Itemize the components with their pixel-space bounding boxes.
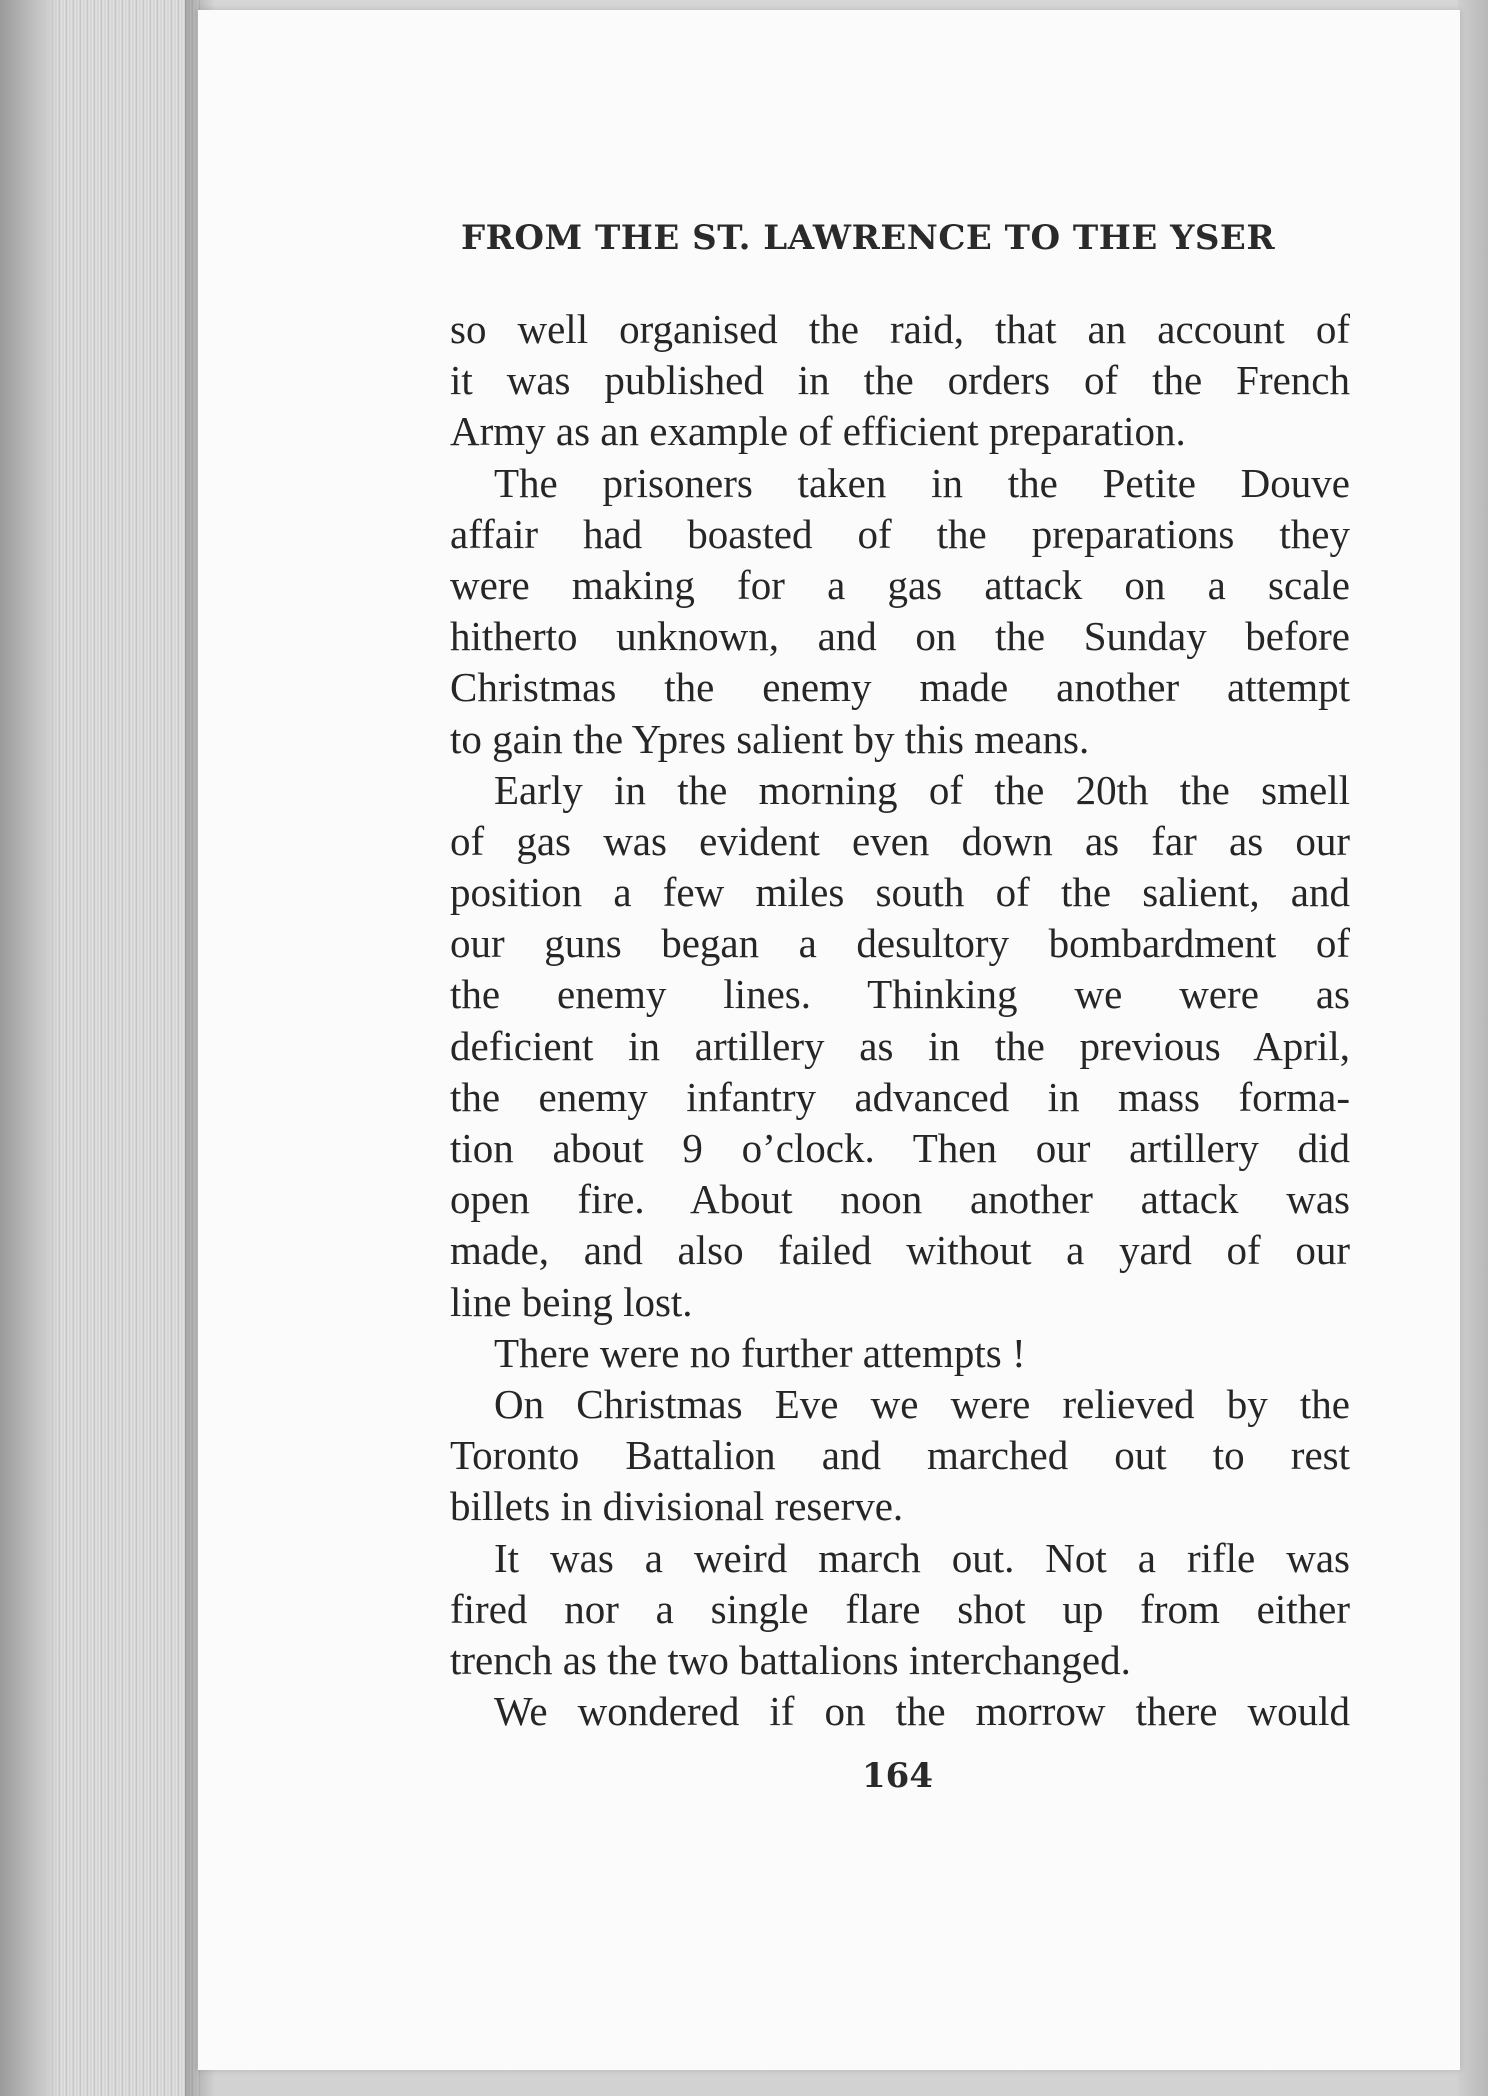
page-body-text: [450, 304, 1350, 1737]
stacked-page-edges: [0, 0, 200, 2096]
text-line: The prisoners taken in the Petite Douve: [494, 459, 1350, 506]
text-line: open fire. About noon another attack was: [450, 1176, 1350, 1223]
text-line: of gas was evident even down as far as our: [450, 817, 1350, 864]
page-number: 164: [862, 1756, 933, 1796]
text-line: fired nor a single flare shot up from either: [450, 1585, 1350, 1632]
text-line: the enemy infantry advanced in mass forma-: [450, 1073, 1350, 1120]
text-line: so well organised the raid, that an account of: [450, 306, 1350, 352]
text-line: trench as the two battalions interchanged.: [450, 1636, 1131, 1683]
text-line: to gain the Ypres salient by this means.: [450, 715, 1090, 762]
text-line: We wondered if on the morrow there would: [494, 1688, 1350, 1735]
text-line: Early in the morning of the 20th the smell: [494, 766, 1350, 813]
text-line: Christmas the enemy made another attempt: [450, 664, 1350, 711]
text-line: Army as an example of efficient preparation.: [450, 408, 1186, 455]
text-line: line being lost.: [450, 1278, 693, 1325]
text-line: our guns began a desultory bombardment of: [450, 920, 1350, 967]
text-line: tion about 9 o’clock. Then our artillery did: [450, 1125, 1350, 1171]
text-line: hitherto unknown, and on the Sunday before: [450, 613, 1350, 660]
text-line: the enemy lines. Thinking we were as: [450, 971, 1350, 1018]
text-line: it was published in the orders of the French: [450, 357, 1350, 404]
text-line: were making for a gas attack on a scale: [450, 561, 1350, 608]
text-line: There were no further attempts !: [494, 1329, 1026, 1376]
text-line: Toronto Battalion and marched out to rest: [450, 1432, 1350, 1479]
text-line: On Christmas Eve we were relieved by the: [494, 1380, 1350, 1427]
text-line: It was a weird march out. Not a rifle was: [494, 1534, 1350, 1581]
text-line: billets in divisional reserve.: [450, 1483, 904, 1530]
text-line: made, and also failed without a yard of our: [450, 1227, 1350, 1274]
text-line: position a few miles south of the salient, and: [450, 869, 1350, 916]
running-head: FROM THE ST. LAWRENCE TO THE YSER: [461, 218, 1276, 258]
text-line: affair had boasted of the preparations they: [450, 510, 1350, 557]
text-line: deficient in artillery as in the previous April,: [450, 1022, 1350, 1069]
page-right-edge: [1458, 0, 1488, 2096]
